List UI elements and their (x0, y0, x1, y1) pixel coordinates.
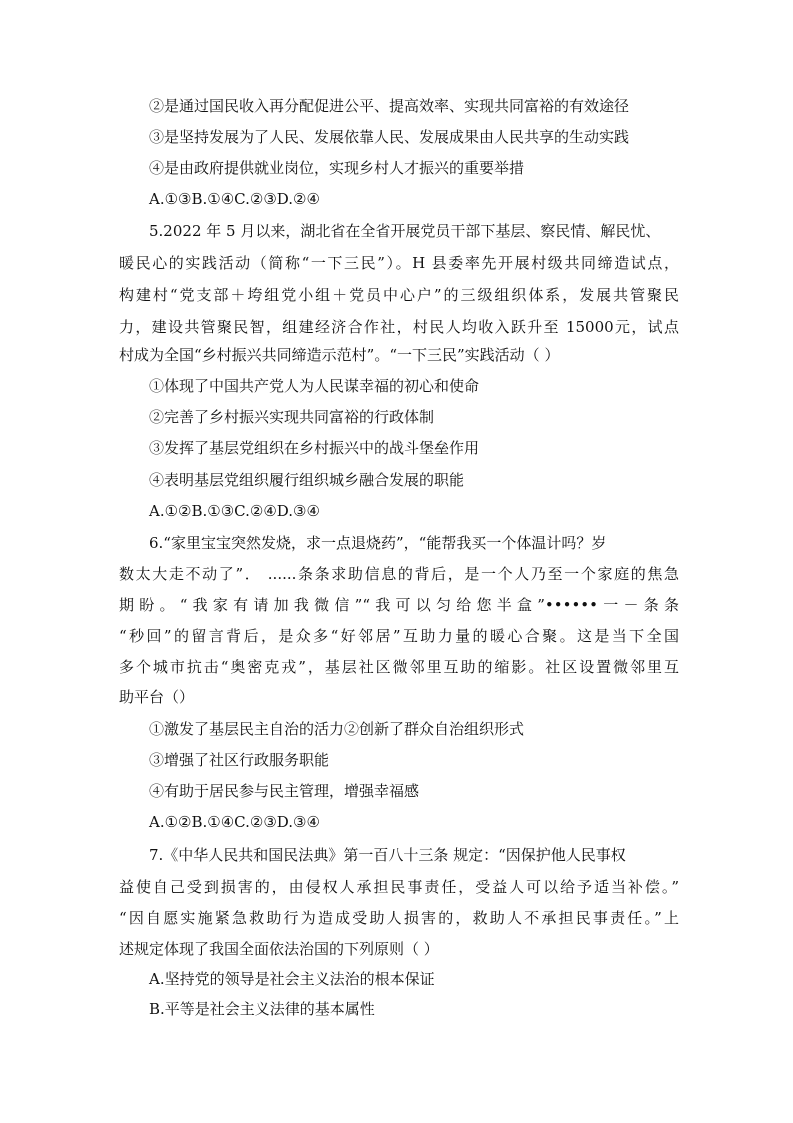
q7-option-b: B.平等是社会主义法律的基本属性 (149, 1000, 375, 1018)
q6-stem-line-4: “秒回”的留言背后，是众多“好邻居”互助力量的暖心合聚。这是当下全国 (119, 627, 679, 645)
q5-stem-line-3: 构建村“党支部＋垮组党小组＋党员中心户”的三级组织体系，发展共管聚民 (119, 286, 679, 304)
q4-option-3: ③是坚持发展为了人民、发展依靠人民、发展成果由人民共享的生动实践 (149, 128, 630, 146)
q5-stem-line-5: 村成为全国“乡村振兴共同缔造示范村”。“一下三民”实践活动（ ） (119, 346, 560, 364)
q5-stem-line-1: 5.2022 年 5 月以来，湖北省在全省开展党员干部下基层、察民情、解民忧、 (149, 222, 661, 240)
q6-option-1-2: ①激发了基层民主自治的活力②创新了群众自治组织形式 (149, 720, 525, 738)
q4-option-2: ②是通过国民收入再分配促进公平、提高效率、实现共同富裕的有效途径 (149, 97, 630, 115)
q5-option-4: ④表明基层党组织履行组织城乡融合发展的职能 (149, 471, 465, 489)
q6-stem-line-1: 6.“家里宝宝突然发烧，求一点退烧药”，“能帮我买一个体温计吗？岁 (149, 534, 607, 552)
q7-stem-line-4: 述规定体现了我国全面依法治国的下列原则（ ） (119, 940, 439, 958)
q7-stem-line-1: 7.《中华人民共和国民法典》第一百八十三条 规定：“因保护他人民事权 (149, 846, 626, 864)
q5-option-1: ①体现了中国共产党人为人民谋幸福的初心和使命 (149, 377, 480, 395)
q6-option-4: ④有助于居民参与民主管理，增强幸福感 (149, 782, 420, 800)
q7-stem-line-3: “因自愿实施紧急救助行为造成受助人损害的，救助人不承担民事责任。”上 (119, 909, 679, 927)
q5-option-3: ③发挥了基层党组织在乡村振兴中的战斗堡垒作用 (149, 439, 480, 457)
q5-answer-choices: A.①②B.①③C.②④D.③④ (149, 502, 320, 520)
q5-stem-line-2: 暖民心的实践活动（简称“一下三民”）。H 县委率先开展村级共同缔造试点， (119, 254, 679, 272)
q6-answer-choices: A.①②B.①④C.②③D.③④ (149, 813, 320, 831)
q5-option-2: ②完善了乡村振兴实现共同富裕的行政体制 (149, 408, 435, 426)
q7-option-a: A.坚持党的领导是社会主义法治的根本保证 (149, 970, 435, 988)
q6-stem-line-6: 助平台（） (119, 688, 195, 706)
q5-stem-line-4: 力，建设共管聚民智，组建经济合作社，村民人均收入跃升至 15000元，试点 (119, 318, 679, 336)
q6-stem-line-5: 多个城市抗击“奥密克戎”，基层社区微邻里互助的缩影。社区设置微邻里互 (119, 658, 679, 676)
q4-answer-choices: A.①③B.①④C.②③D.②④ (149, 190, 320, 208)
q6-stem-line-3: 期盼。“我家有请加我微信”“我可以匀给您半盒”••••••一－条条 (119, 596, 679, 614)
q4-option-4: ④是由政府提供就业岗位，实现乡村人才振兴的重要举措 (149, 159, 525, 177)
q7-stem-line-2: 益使自己受到损害的，由侵权人承担民事责任，受益人可以给予适当补偿。” (119, 878, 679, 896)
q6-option-3: ③增强了社区行政服务职能 (149, 751, 330, 769)
q6-stem-line-2: 数太大走不动了”． ......条条求助信息的背后，是一个人乃至一个家庭的焦急 (119, 565, 679, 583)
